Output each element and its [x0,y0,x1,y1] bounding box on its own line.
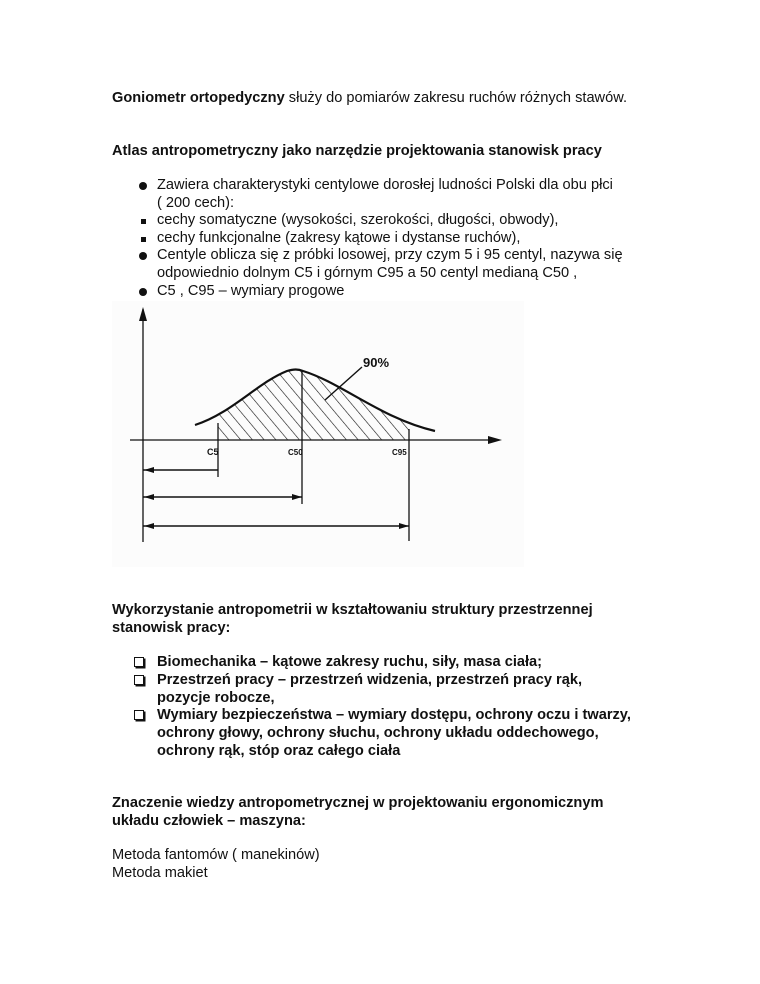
label-c5: C5 [207,447,219,457]
intro-text: służy do pomiarów zakresu ruchów różnych stawów. [284,90,628,106]
section3-heading: Znaczenie wiedzy antropometrycznej w projektowaniu ergonomicznym układu człowiek – maszyna: [112,795,604,829]
intro-paragraph [112,89,627,107]
list-item: C5 , C95 – wymiary progowe [112,283,672,301]
method-mockups: Metoda makiet [112,865,208,881]
label-c95: C95 [392,448,407,457]
round-bullet-icon [135,247,151,266]
list-item: Przestrzeń pracy – przestrzeń widzenia, przestrzeń pracy rąk, pozycje robocze, [112,672,672,708]
list-item: Wymiary bezpieczeństwa – wymiary dostępu, ochrony oczu i twarzy, ochrony głowy, ochrony słuchu, ochrony układu oddechowego, ochrony rąk, stóp oraz całego ciała [112,707,672,760]
checkbox-bullet-icon [131,707,147,726]
intro-term: Goniometr ortopedyczny [112,90,285,106]
square-bullet-icon [135,212,151,230]
section1-list [112,177,672,300]
square-bullet-icon [135,230,151,248]
section2-list [112,654,672,761]
round-bullet-icon [135,283,151,302]
label-c50: C50 [288,448,303,457]
section2-heading: Wykorzystanie antropometrii w kształtowaniu struktury przestrzennej stanowisk pracy: [112,602,593,636]
checkbox-bullet-icon [131,672,147,691]
percentile-distribution-figure [112,301,524,567]
list-item: Zawiera charakterystyki centylowe dorosłej ludności Polski dla obu płci ( 200 cech): [112,177,672,212]
list-item: cechy somatyczne (wysokości, szerokości, długości, obwody), [112,212,672,230]
section1-heading: Atlas antropometryczny jako narzędzie projektowania stanowisk pracy [112,143,602,159]
round-bullet-icon [135,177,151,196]
section3-methods [112,846,320,882]
percent-annotation: 90% [363,355,390,370]
checkbox-bullet-icon [131,654,147,673]
method-phantoms: Metoda fantomów ( manekinów) [112,847,320,863]
list-item: Biomechanika – kątowe zakresy ruchu, siły, masa ciała; [112,654,672,672]
list-item: Centyle oblicza się z próbki losowej, przy czym 5 i 95 centyl, nazywa się odpowiednio dolnym C5 i górnym C95 a 50 centyl medianą C50 , [112,247,672,282]
list-item: cechy funkcjonalne (zakresy kątowe i dystanse ruchów), [112,230,672,248]
